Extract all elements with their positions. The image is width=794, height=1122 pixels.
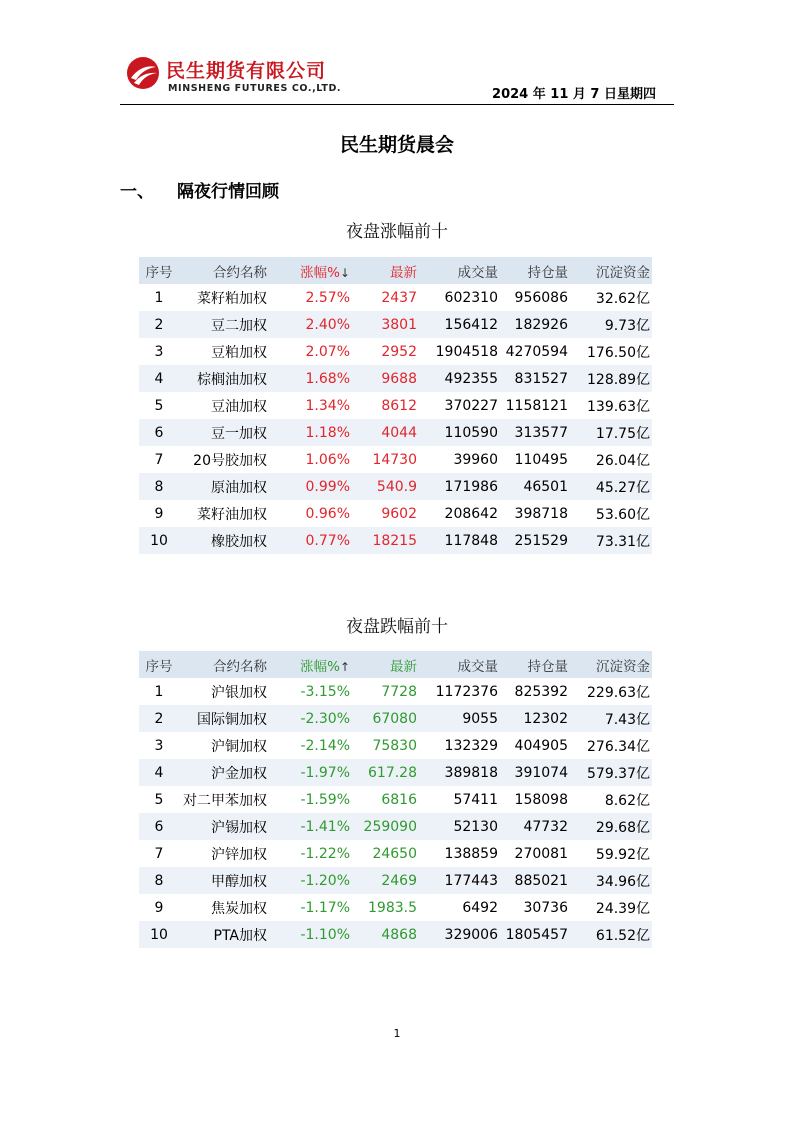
cell-change-pct: -2.30% — [269, 705, 352, 732]
brand-name-en: MINSHENG FUTURES CO.,LTD. — [168, 83, 342, 94]
cell-rank: 3 — [139, 732, 179, 759]
cell-open-interest: 313577 — [500, 419, 570, 446]
cell-last-price: 7728 — [352, 678, 419, 705]
table-row — [139, 473, 652, 500]
losers-table-title: 夜盘跌幅前十 — [346, 617, 448, 637]
cell-settled-funds: 26.04亿 — [570, 446, 652, 473]
column-header-contract-name: 合约名称 — [179, 651, 269, 678]
losers-table — [139, 651, 652, 948]
cell-rank: 6 — [139, 813, 179, 840]
cell-last-price: 617.28 — [352, 759, 419, 786]
cell-settled-funds: 128.89亿 — [570, 365, 652, 392]
table-header-row — [139, 651, 652, 678]
cell-last-price: 3801 — [352, 311, 419, 338]
cell-volume: 177443 — [419, 867, 500, 894]
cell-rank: 5 — [139, 786, 179, 813]
cell-last-price: 2437 — [352, 284, 419, 311]
cell-volume: 57411 — [419, 786, 500, 813]
cell-contract-name: 豆油加权 — [179, 392, 269, 419]
cell-rank: 7 — [139, 446, 179, 473]
table-row — [139, 732, 652, 759]
cell-last-price: 259090 — [352, 813, 419, 840]
cell-last-price: 1983.5 — [352, 894, 419, 921]
cell-settled-funds: 7.43亿 — [570, 705, 652, 732]
cell-volume: 132329 — [419, 732, 500, 759]
cell-rank: 10 — [139, 921, 179, 948]
table-row — [139, 284, 652, 311]
cell-last-price: 9688 — [352, 365, 419, 392]
cell-settled-funds: 73.31亿 — [570, 527, 652, 554]
cell-contract-name: 焦炭加权 — [179, 894, 269, 921]
cell-contract-name: 豆粕加权 — [179, 338, 269, 365]
cell-settled-funds: 9.73亿 — [570, 311, 652, 338]
cell-rank: 2 — [139, 311, 179, 338]
cell-open-interest: 1805457 — [500, 921, 570, 948]
cell-open-interest: 831527 — [500, 365, 570, 392]
column-header-change-pct: 涨幅%↓ — [269, 257, 352, 284]
cell-contract-name: 豆一加权 — [179, 419, 269, 446]
cell-change-pct: 0.96% — [269, 500, 352, 527]
cell-change-pct: 1.34% — [269, 392, 352, 419]
column-header-rank: 序号 — [139, 651, 179, 678]
cell-rank: 3 — [139, 338, 179, 365]
table-row — [139, 365, 652, 392]
cell-settled-funds: 579.37亿 — [570, 759, 652, 786]
column-header-volume: 成交量 — [419, 651, 500, 678]
cell-change-pct: -1.17% — [269, 894, 352, 921]
page-number: 1 — [393, 1027, 401, 1040]
cell-open-interest: 110495 — [500, 446, 570, 473]
document-title: 民生期货晨会 — [339, 134, 454, 156]
cell-volume: 171986 — [419, 473, 500, 500]
cell-open-interest: 1158121 — [500, 392, 570, 419]
cell-last-price: 4868 — [352, 921, 419, 948]
cell-contract-name: 沪锌加权 — [179, 840, 269, 867]
cell-open-interest: 47732 — [500, 813, 570, 840]
cell-contract-name: 国际铜加权 — [179, 705, 269, 732]
cell-volume: 329006 — [419, 921, 500, 948]
table-row — [139, 338, 652, 365]
cell-open-interest: 12302 — [500, 705, 570, 732]
table-row — [139, 759, 652, 786]
cell-settled-funds: 176.50亿 — [570, 338, 652, 365]
cell-change-pct: -1.41% — [269, 813, 352, 840]
cell-open-interest: 825392 — [500, 678, 570, 705]
cell-open-interest: 251529 — [500, 527, 570, 554]
cell-rank: 6 — [139, 419, 179, 446]
cell-change-pct: 0.99% — [269, 473, 352, 500]
cell-volume: 52130 — [419, 813, 500, 840]
column-header-open-interest: 持仓量 — [500, 257, 570, 284]
cell-settled-funds: 8.62亿 — [570, 786, 652, 813]
cell-open-interest: 398718 — [500, 500, 570, 527]
cell-last-price: 540.9 — [352, 473, 419, 500]
cell-rank: 9 — [139, 500, 179, 527]
table-row — [139, 527, 652, 554]
cell-contract-name: 棕榈油加权 — [179, 365, 269, 392]
column-header-change-pct: 涨幅%↑ — [269, 651, 352, 678]
column-header-last-price: 最新 — [352, 651, 419, 678]
cell-volume: 110590 — [419, 419, 500, 446]
cell-rank: 1 — [139, 678, 179, 705]
page-header — [120, 52, 674, 105]
table-row — [139, 840, 652, 867]
table-row — [139, 500, 652, 527]
cell-settled-funds: 29.68亿 — [570, 813, 652, 840]
cell-volume: 6492 — [419, 894, 500, 921]
column-header-settled-funds: 沉淀资金 — [570, 651, 652, 678]
cell-settled-funds: 32.62亿 — [570, 284, 652, 311]
cell-last-price: 9602 — [352, 500, 419, 527]
cell-open-interest: 956086 — [500, 284, 570, 311]
cell-rank: 5 — [139, 392, 179, 419]
cell-open-interest: 885021 — [500, 867, 570, 894]
cell-contract-name: PTA加权 — [179, 921, 269, 948]
cell-settled-funds: 53.60亿 — [570, 500, 652, 527]
cell-change-pct: -1.97% — [269, 759, 352, 786]
cell-rank: 4 — [139, 759, 179, 786]
cell-volume: 156412 — [419, 311, 500, 338]
cell-settled-funds: 17.75亿 — [570, 419, 652, 446]
cell-volume: 117848 — [419, 527, 500, 554]
column-header-open-interest: 持仓量 — [500, 651, 570, 678]
table-row — [139, 678, 652, 705]
cell-open-interest: 46501 — [500, 473, 570, 500]
cell-change-pct: -3.15% — [269, 678, 352, 705]
column-header-contract-name: 合约名称 — [179, 257, 269, 284]
cell-last-price: 2952 — [352, 338, 419, 365]
cell-rank: 2 — [139, 705, 179, 732]
cell-change-pct: -2.14% — [269, 732, 352, 759]
cell-rank: 9 — [139, 894, 179, 921]
cell-open-interest: 391074 — [500, 759, 570, 786]
cell-last-price: 67080 — [352, 705, 419, 732]
cell-last-price: 14730 — [352, 446, 419, 473]
cell-volume: 138859 — [419, 840, 500, 867]
section-title: 隔夜行情回顾 — [177, 182, 279, 202]
cell-settled-funds: 24.39亿 — [570, 894, 652, 921]
cell-settled-funds: 59.92亿 — [570, 840, 652, 867]
cell-rank: 8 — [139, 473, 179, 500]
cell-open-interest: 270081 — [500, 840, 570, 867]
cell-volume: 389818 — [419, 759, 500, 786]
cell-volume: 1904518 — [419, 338, 500, 365]
cell-change-pct: 2.57% — [269, 284, 352, 311]
table-row — [139, 813, 652, 840]
cell-change-pct: 1.06% — [269, 446, 352, 473]
cell-change-pct: 2.40% — [269, 311, 352, 338]
cell-last-price: 4044 — [352, 419, 419, 446]
cell-rank: 4 — [139, 365, 179, 392]
table-header-row — [139, 257, 652, 284]
cell-last-price: 2469 — [352, 867, 419, 894]
cell-settled-funds: 229.63亿 — [570, 678, 652, 705]
arrow-up-icon: ↑ — [339, 659, 350, 674]
cell-change-pct: -1.22% — [269, 840, 352, 867]
cell-contract-name: 菜籽粕加权 — [179, 284, 269, 311]
cell-volume: 1172376 — [419, 678, 500, 705]
cell-contract-name: 菜籽油加权 — [179, 500, 269, 527]
cell-settled-funds: 276.34亿 — [570, 732, 652, 759]
cell-volume: 492355 — [419, 365, 500, 392]
cell-settled-funds: 34.96亿 — [570, 867, 652, 894]
cell-contract-name: 豆二加权 — [179, 311, 269, 338]
cell-change-pct: -1.20% — [269, 867, 352, 894]
cell-contract-name: 沪铜加权 — [179, 732, 269, 759]
table-row — [139, 392, 652, 419]
cell-settled-funds: 61.52亿 — [570, 921, 652, 948]
cell-last-price: 8612 — [352, 392, 419, 419]
table-row — [139, 311, 652, 338]
cell-contract-name: 沪金加权 — [179, 759, 269, 786]
cell-volume: 370227 — [419, 392, 500, 419]
column-header-settled-funds: 沉淀资金 — [570, 257, 652, 284]
cell-rank: 7 — [139, 840, 179, 867]
column-header-last-price: 最新 — [352, 257, 419, 284]
cell-volume: 39960 — [419, 446, 500, 473]
cell-open-interest: 404905 — [500, 732, 570, 759]
table-row — [139, 786, 652, 813]
cell-contract-name: 沪锡加权 — [179, 813, 269, 840]
gainers-table — [139, 257, 652, 554]
column-header-volume: 成交量 — [419, 257, 500, 284]
cell-contract-name: 对二甲苯加权 — [179, 786, 269, 813]
cell-change-pct: 1.68% — [269, 365, 352, 392]
table-row — [139, 446, 652, 473]
cell-change-pct: 1.18% — [269, 419, 352, 446]
table-row — [139, 705, 652, 732]
cell-change-pct: 2.07% — [269, 338, 352, 365]
cell-settled-funds: 139.63亿 — [570, 392, 652, 419]
cell-change-pct: -1.59% — [269, 786, 352, 813]
cell-open-interest: 4270594 — [500, 338, 570, 365]
cell-contract-name: 沪银加权 — [179, 678, 269, 705]
cell-last-price: 6816 — [352, 786, 419, 813]
cell-contract-name: 20号胶加权 — [179, 446, 269, 473]
cell-contract-name: 原油加权 — [179, 473, 269, 500]
cell-volume: 602310 — [419, 284, 500, 311]
cell-open-interest: 182926 — [500, 311, 570, 338]
table-row — [139, 921, 652, 948]
report-date: 2024 年 11 月 7 日星期四 — [492, 87, 656, 102]
cell-settled-funds: 45.27亿 — [570, 473, 652, 500]
cell-rank: 8 — [139, 867, 179, 894]
cell-contract-name: 甲醇加权 — [179, 867, 269, 894]
cell-volume: 9055 — [419, 705, 500, 732]
cell-contract-name: 橡胶加权 — [179, 527, 269, 554]
cell-change-pct: 0.77% — [269, 527, 352, 554]
cell-rank: 10 — [139, 527, 179, 554]
cell-change-pct: -1.10% — [269, 921, 352, 948]
column-header-rank: 序号 — [139, 257, 179, 284]
cell-volume: 208642 — [419, 500, 500, 527]
cell-open-interest: 158098 — [500, 786, 570, 813]
cell-rank: 1 — [139, 284, 179, 311]
minsheng-logo-icon — [126, 56, 160, 90]
arrow-down-icon: ↓ — [339, 265, 350, 280]
cell-open-interest: 30736 — [500, 894, 570, 921]
table-row — [139, 894, 652, 921]
table-row — [139, 867, 652, 894]
cell-last-price: 18215 — [352, 527, 419, 554]
brand-name-cn: 民生期货有限公司 — [166, 60, 327, 82]
table-row — [139, 419, 652, 446]
cell-last-price: 75830 — [352, 732, 419, 759]
section-number: 一、 — [120, 182, 154, 202]
gainers-table-title: 夜盘涨幅前十 — [346, 222, 448, 242]
cell-last-price: 24650 — [352, 840, 419, 867]
